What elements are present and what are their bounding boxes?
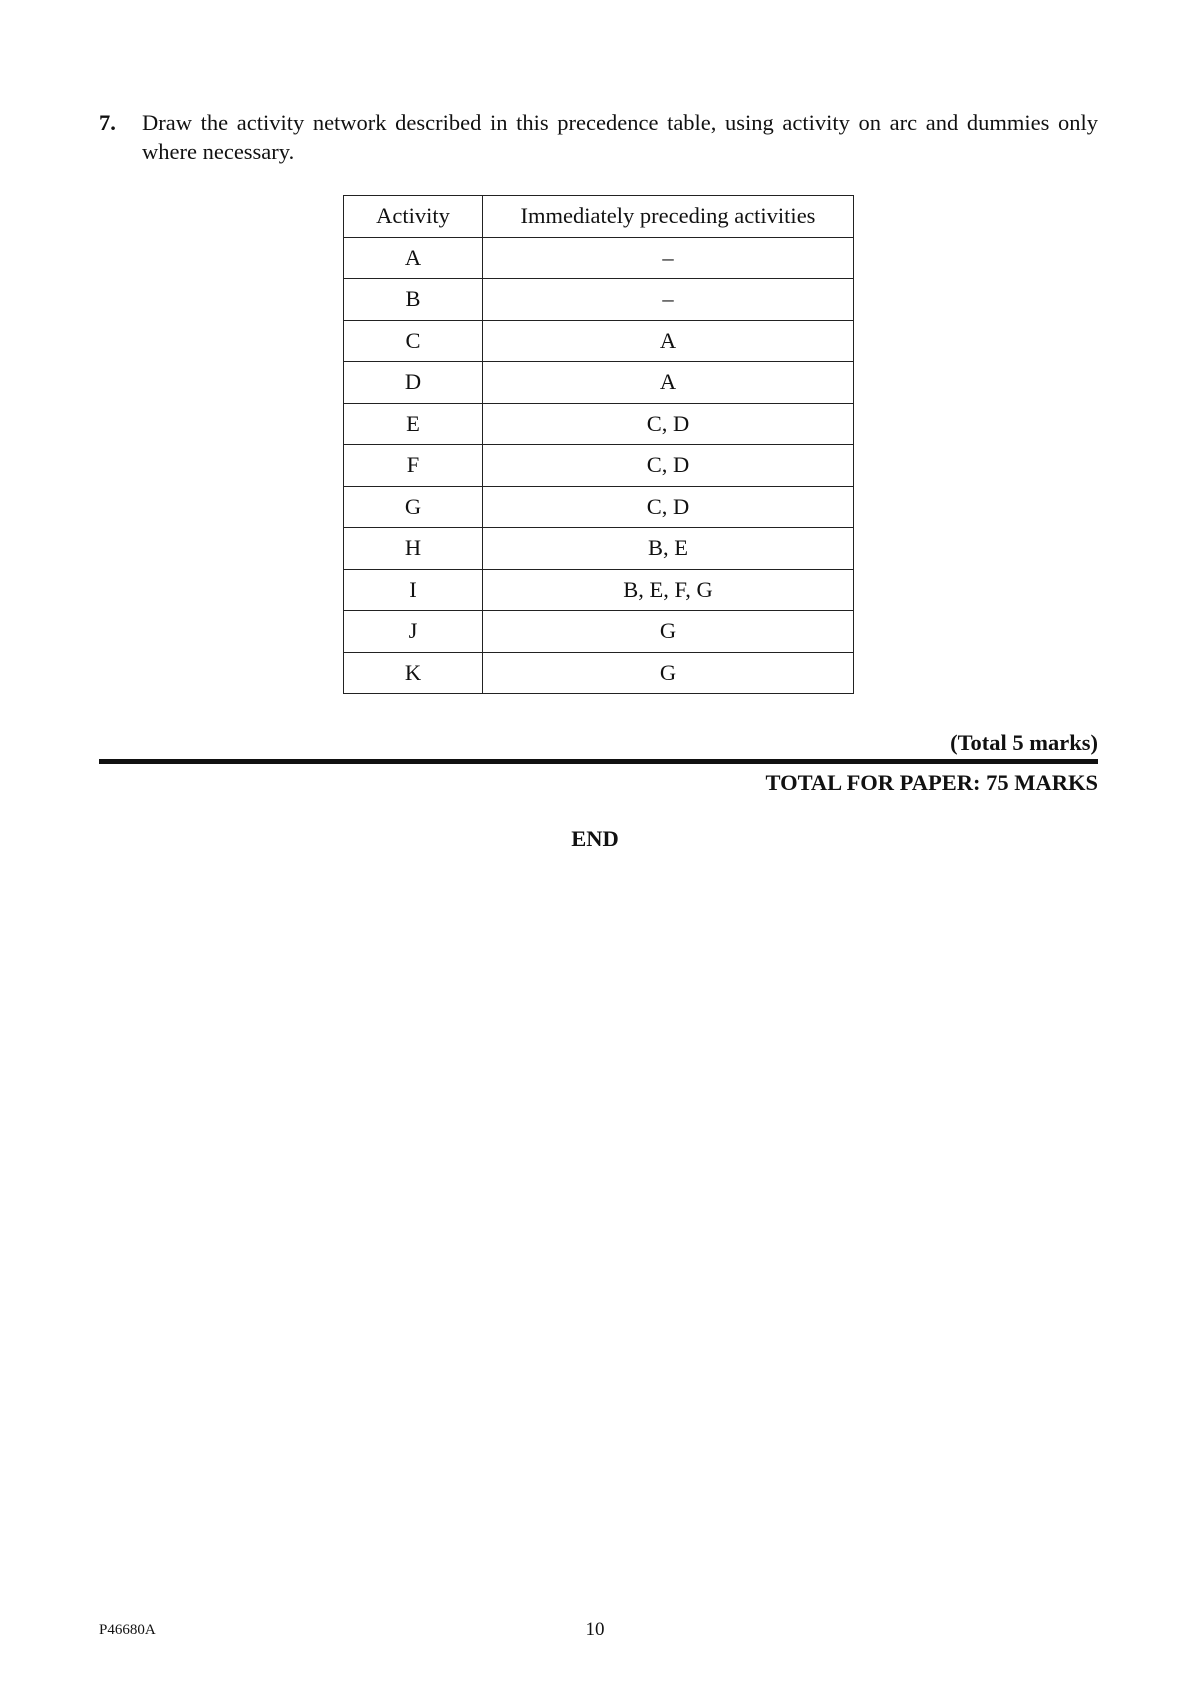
table-row (344, 486, 854, 528)
table-row (344, 237, 854, 279)
preceding-cell: C, D (483, 445, 854, 487)
page-number: 10 (585, 1619, 605, 1640)
table-row (344, 528, 854, 570)
preceding-cell: G (483, 611, 854, 653)
table-row (344, 320, 854, 362)
preceding-cell: A (483, 362, 854, 404)
preceding-cell: – (483, 279, 854, 321)
activity-cell: J (344, 611, 483, 653)
total-marks: (Total 5 marks) (950, 730, 1098, 755)
table-row (344, 362, 854, 404)
preceding-cell: B, E (483, 528, 854, 570)
activity-cell: I (344, 569, 483, 611)
total-for-paper: TOTAL FOR PAPER: 75 MARKS (765, 770, 1098, 795)
preceding-cell: G (483, 652, 854, 694)
preceding-cell: C, D (483, 486, 854, 528)
table-row (344, 569, 854, 611)
preceding-cell: A (483, 320, 854, 362)
table-row (344, 403, 854, 445)
question-7 (99, 108, 1098, 166)
activity-cell: H (344, 528, 483, 570)
preceding-cell: B, E, F, G (483, 569, 854, 611)
activity-cell: A (344, 237, 483, 279)
question-text: Draw the activity network described in this precedence table, using activity on arc and dummies only where necessary. (142, 110, 1098, 164)
table-row (344, 279, 854, 321)
paper-code: P46680A (99, 1622, 156, 1638)
table-row (344, 445, 854, 487)
table-row (344, 652, 854, 694)
activity-cell: D (344, 362, 483, 404)
table-header-row (344, 196, 854, 238)
table-row (344, 611, 854, 653)
end-label: END (571, 826, 619, 851)
header-activity: Activity (344, 196, 483, 238)
preceding-cell: – (483, 237, 854, 279)
activity-cell: F (344, 445, 483, 487)
header-preceding-activities: Immediately preceding activities (483, 196, 854, 238)
activity-cell: C (344, 320, 483, 362)
activity-cell: K (344, 652, 483, 694)
preceding-cell: C, D (483, 403, 854, 445)
section-divider (99, 759, 1098, 764)
precedence-table (343, 195, 854, 694)
question-number: 7. (99, 110, 116, 135)
activity-cell: B (344, 279, 483, 321)
activity-cell: G (344, 486, 483, 528)
activity-cell: E (344, 403, 483, 445)
